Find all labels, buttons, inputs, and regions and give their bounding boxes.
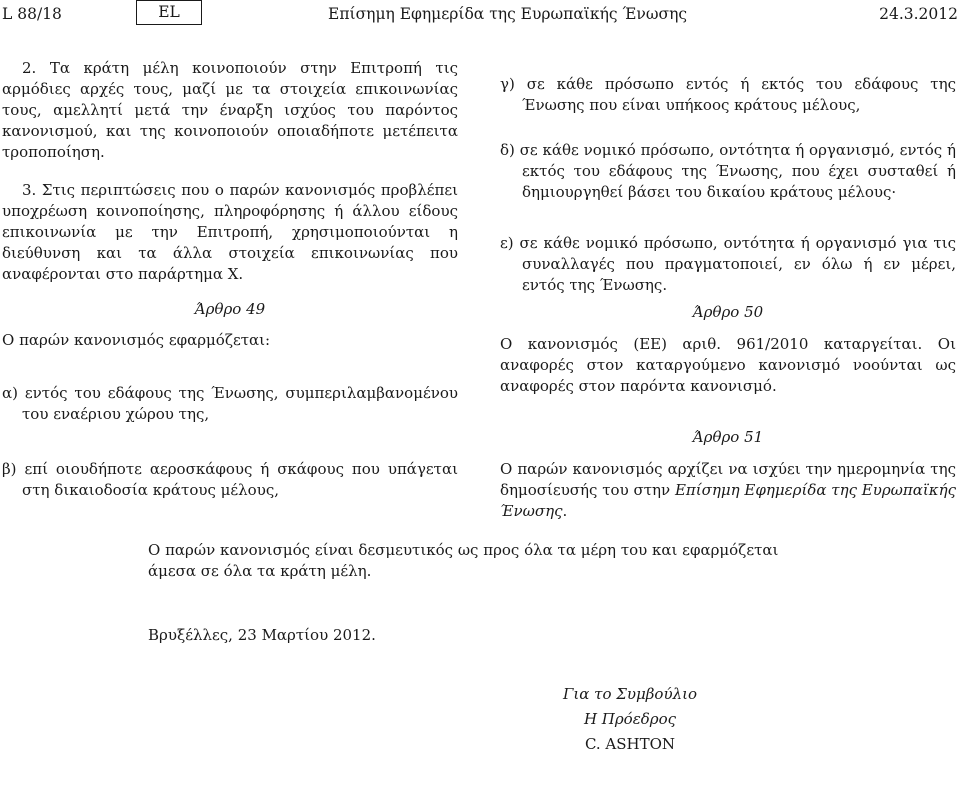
paragraph-2: 2. Τα κράτη μέλη κοινοποιούν στην Επιτροπή τις αρμόδιες αρχές τους, μαζί με τα στοιχεία επικοινωνίας τους, αμελλητί μετά την έναρξη ισχύος του παρόντος κανονισμού, και της κοινοποιούν οποιαδήποτε μετέπειτα τροποποίηση. [2, 59, 458, 161]
page-number: L 88/18 [2, 5, 62, 23]
language-badge: EL [136, 0, 202, 25]
publication-date: 24.3.2012 [879, 5, 958, 23]
signature-for: Για το Συμβούλιο [563, 685, 697, 703]
binding-statement: Ο παρών κανονισμός είναι δεσμευτικός ως προς όλα τα μέρη του και εφαρμόζεται άμεσα σε όλα τα κράτη μέλη. [148, 541, 779, 580]
journal-name-italic: Επίσημη Εφημερίδα της Ευρωπαϊκής Ένωσης [500, 481, 956, 520]
article-51-text: Ο παρών κανονισμός αρχίζει να ισχύει την ημερομηνία της δημοσίευσής του στην Επίσημη Εφημερίδα της Ευρωπαϊκής Ένωσης. [500, 460, 956, 520]
place-date: Βρυξέλλες, 23 Μαρτίου 2012. [148, 626, 376, 644]
article-49-item-a: α) εντός του εδάφους της Ένωσης, συμπεριλαμβανομένου του εναέριου χώρου της, [2, 384, 458, 423]
paragraph-3: 3. Στις περιπτώσεις που ο παρών κανονισμός προβλέπει υποχρέωση κοινοποίησης, πληροφόρησης ή άλλου είδους επικοινωνία με την Επιτροπή, χρησιμοποιούνται η διεύθυνση και τα άλλα στοιχεία επικοινωνίας που αναφέρονται στο παράρτημα X. [2, 181, 458, 283]
article-49-item-e: ε) σε κάθε νομικό πρόσωπο, οντότητα ή οργανισμό για τις συναλλαγές που πραγματοποιεί, εν όλω ή εν μέρει, εντός της Ένωσης. [500, 234, 956, 294]
article-49-item-b: β) επί οιουδήποτε αεροσκάφους ή σκάφους που υπάγεται στη δικαιοδοσία κράτους μέλους, [2, 460, 458, 499]
article-50-heading: Άρθρο 50 [692, 303, 764, 321]
signature-name: C. ASHTON [584, 735, 676, 753]
article-49-item-c: γ) σε κάθε πρόσωπο εντός ή εκτός του εδάφους της Ένωσης που είναι υπήκοος κράτους μέλους, [500, 75, 956, 114]
article-49-item-d: δ) σε κάθε νομικό πρόσωπο, οντότητα ή οργανισμό, εντός ή εκτός του εδάφους της Ένωσης, που έχει συσταθεί ή δημιουργηθεί βάσει του δικαίου κράτους μέλους· [500, 141, 956, 201]
article-49-intro: Ο παρών κανονισμός εφαρμόζεται: [2, 331, 271, 349]
article-51-heading: Άρθρο 51 [692, 428, 764, 446]
article-50-text: Ο κανονισμός (ΕΕ) αριθ. 961/2010 καταργείται. Οι αναφορές στον καταργούμενο κανονισμό νοούνται ως αναφορές στον παρόντα κανονισμό. [500, 335, 956, 395]
journal-title: Επίσημη Εφημερίδα της Ευρωπαϊκής Ένωσης [328, 5, 688, 23]
article-49-heading: Άρθρο 49 [194, 300, 266, 318]
signature-role: Η Πρόεδρος [583, 710, 677, 728]
signature-block [500, 682, 760, 757]
page-header [0, 0, 960, 32]
